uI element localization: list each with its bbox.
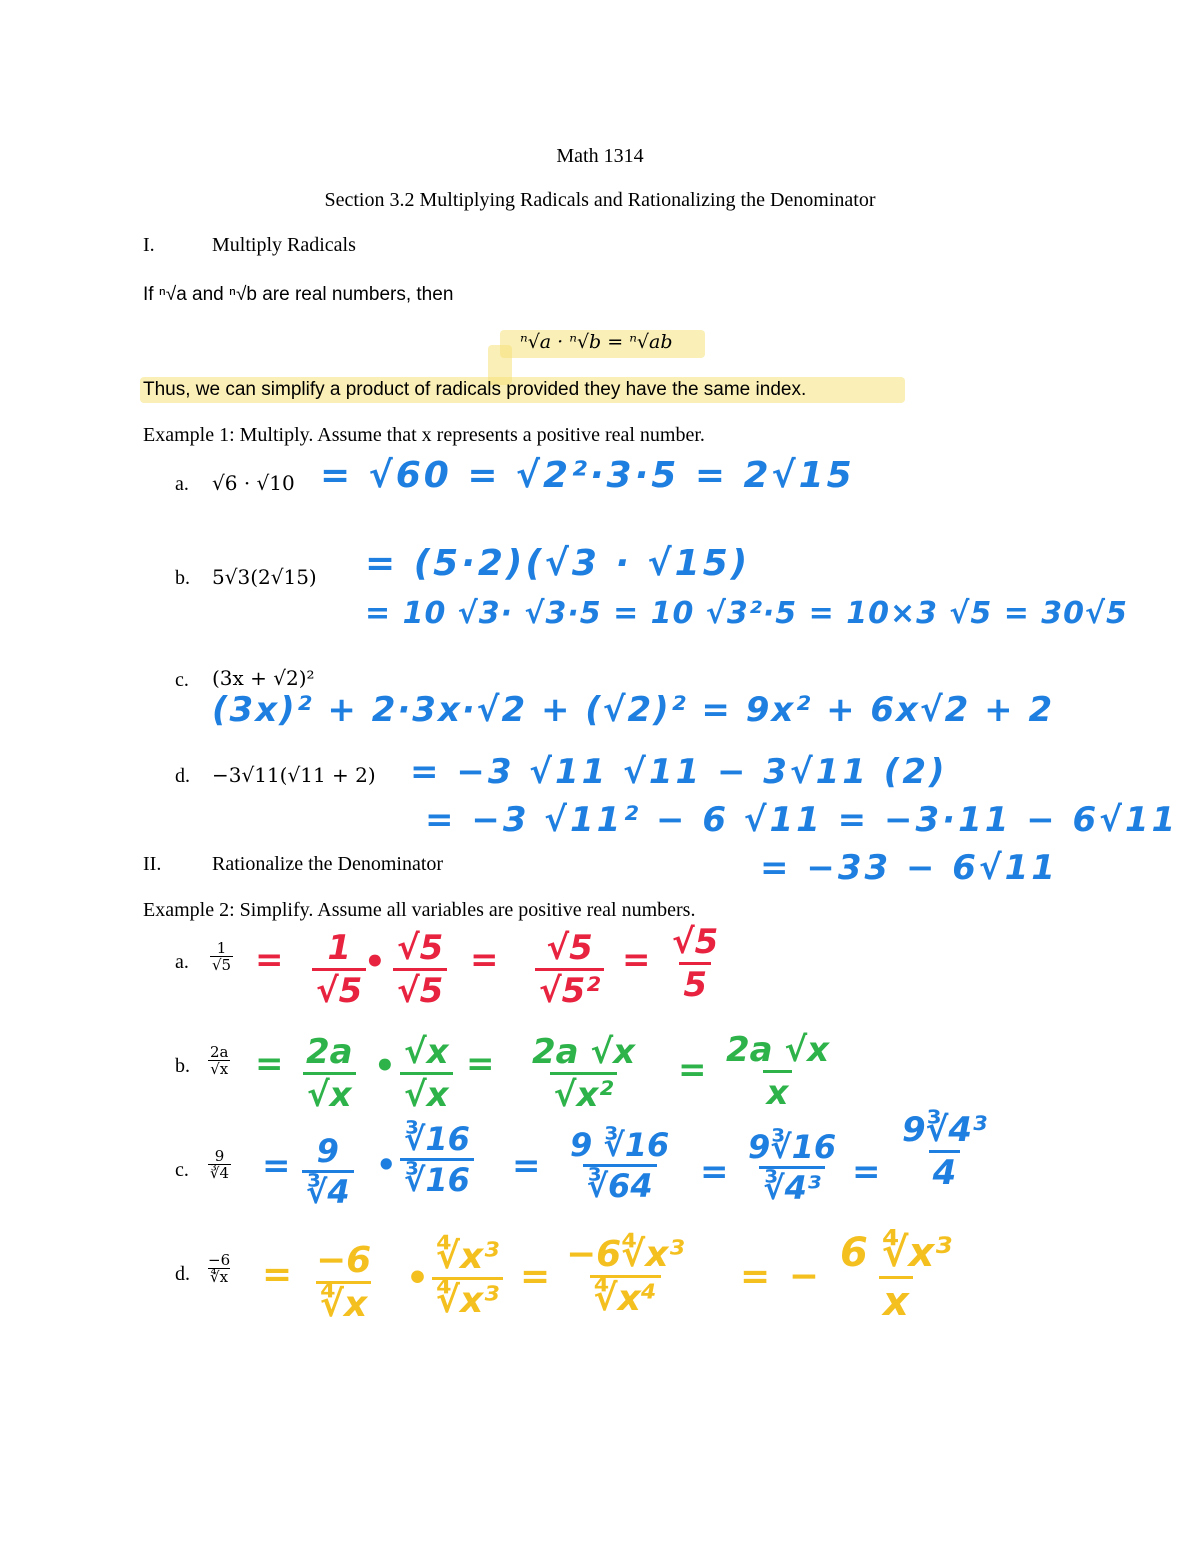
ex2-d-denominator: ∜x (210, 1268, 229, 1286)
denominator: √x (303, 1072, 356, 1115)
part2-numeral: II. (143, 853, 162, 875)
ex1-c-work: (3x)² + 2·3x·√2 + (√2)² = 9x² + 6x√2 + 2 (212, 690, 1055, 730)
ex2-d-label: d. (175, 1263, 190, 1285)
ex2-b-work-frac1 (302, 1032, 357, 1115)
denominator: √x² (550, 1072, 618, 1115)
ex1-c-label: c. (175, 669, 189, 691)
ex2-b-fraction (208, 1044, 231, 1077)
numerator: √5 (546, 928, 593, 968)
ex2-d-equals-2: = (520, 1256, 554, 1297)
ex1-c-expr: (3x + √2)² (212, 666, 315, 690)
ex2-a-denominator: √5 (212, 956, 232, 974)
ex2-b-work-frac3 (528, 1032, 639, 1115)
ex1-d-work-line2: = −3 √11² − 6 √11 = −3·11 − 6√11 (425, 800, 1179, 840)
ex2-d-numerator: −6 (208, 1251, 231, 1269)
denominator: √5 (393, 968, 447, 1011)
ex2-d-fraction (206, 1252, 232, 1285)
ex2-c-equals-1: = (262, 1146, 294, 1186)
denominator: √5² (535, 968, 604, 1011)
ex2-b-numerator: 2a (210, 1043, 229, 1061)
ex1-b-label: b. (175, 567, 190, 589)
ex2-c-work-frac3 (566, 1126, 673, 1205)
product-rule-formula: ⁿ√a · ⁿ√b = ⁿ√ab (520, 331, 673, 353)
ex2-c-fraction (208, 1148, 231, 1181)
denominator: √x (400, 1072, 453, 1115)
numerator: ∜x³ (436, 1236, 499, 1277)
denominator: 5 (679, 962, 711, 1005)
ex1-b-work-line1: = (5·2)(√3 · √15) (365, 543, 751, 584)
numerator: √5 (672, 922, 719, 962)
part1-heading: Multiply Radicals (212, 234, 356, 256)
section-title: Section 3.2 Multiplying Radicals and Rationalizing the Denominator (324, 189, 876, 211)
ex2-b-dot: • (374, 1046, 399, 1086)
ex2-b-denominator: √x (210, 1060, 229, 1078)
denominator: ∜x⁴ (590, 1275, 661, 1319)
ex2-b-work-frac4 (722, 1030, 833, 1113)
example2-title: Example 2: Simplify. Assume all variables are positive real numbers. (143, 899, 696, 921)
denominator: ∜x (316, 1281, 371, 1325)
denominator: ∛4 (302, 1170, 354, 1211)
ex1-b-expr: 5√3(2√15) (212, 565, 317, 589)
ex2-d-work-frac2 (432, 1236, 503, 1321)
denominator: ∛64 (583, 1164, 657, 1205)
ex2-a-work-frac3 (535, 928, 604, 1011)
example1-title: Example 1: Multiply. Assume that x represents a positive real number. (143, 424, 705, 446)
ex2-a-fraction (210, 940, 233, 973)
ex2-a-numerator: 1 (216, 939, 227, 957)
ex2-a-equals-1: = (255, 940, 287, 980)
numerator: √x (404, 1032, 449, 1072)
numerator: −6∜x³ (566, 1234, 685, 1275)
ex2-d-work-frac4 (836, 1230, 956, 1325)
ex2-d-equals-1: = (262, 1254, 296, 1295)
ex2-c-numerator: 9 (214, 1147, 225, 1165)
ex1-a-expr: √6 · √10 (212, 471, 295, 495)
thus-statement: Thus, we can simplify a product of radicals provided they have the same index. (143, 379, 807, 400)
denominator: x (763, 1070, 793, 1113)
course-title: Math 1314 (556, 145, 644, 167)
ex2-b-equals-3: = (678, 1050, 710, 1090)
numerator: 2a √x (532, 1032, 636, 1072)
ex2-a-work-frac1 (312, 928, 366, 1011)
numerator: 2a √x (726, 1030, 830, 1070)
ex2-a-dot: • (364, 942, 389, 982)
denominator: ∜x³ (432, 1277, 503, 1321)
ex2-c-dot: • (376, 1146, 400, 1184)
denominator: ∛4³ (759, 1166, 825, 1207)
ex2-c-work-frac2 (400, 1120, 474, 1199)
numerator: √5 (397, 928, 444, 968)
ex1-a-work: = √60 = √2²·3·5 = 2√15 (320, 455, 855, 496)
ex2-a-work-frac4 (668, 922, 722, 1005)
denominator: x (879, 1276, 913, 1325)
numerator: 1 (327, 928, 351, 968)
numerator: 6 ∜x³ (840, 1230, 952, 1276)
ex1-d-work-line1: = −3 √11 √11 − 3√11 (2) (410, 752, 948, 792)
ex2-b-equals-2: = (466, 1044, 498, 1084)
ex1-d-expr: −3√11(√11 + 2) (212, 763, 376, 787)
numerator: ∛16 (404, 1120, 470, 1158)
ex2-a-equals-2: = (470, 940, 502, 980)
denominator: 4 (929, 1150, 961, 1193)
denominator: √5 (312, 968, 366, 1011)
ex2-c-work-frac1 (302, 1132, 354, 1211)
ex1-b-work-line2: = 10 √3· √3·5 = 10 √3²·5 = 10×3 √5 = 30√5 (365, 596, 1128, 631)
ex2-c-equals-4: = (852, 1152, 884, 1192)
ex2-b-work-frac2 (400, 1032, 453, 1115)
numerator: 9 (316, 1132, 339, 1170)
ex2-a-equals-3: = (622, 940, 654, 980)
numerator: 9∛4³ (902, 1110, 987, 1150)
numerator: 2a (306, 1032, 353, 1072)
rule-intro: If ⁿ√a and ⁿ√b are real numbers, then (143, 284, 454, 305)
ex2-c-work-frac5 (898, 1110, 991, 1193)
ex2-d-dot: • (406, 1258, 433, 1299)
ex2-d-equals-minus: = − (740, 1256, 822, 1297)
ex2-c-equals-2: = (512, 1146, 544, 1186)
part1-numeral: I. (143, 234, 155, 256)
ex2-b-equals-1: = (255, 1044, 287, 1084)
ex2-c-denominator: ∛4 (210, 1164, 230, 1182)
ex2-a-work-frac2 (393, 928, 447, 1011)
ex2-c-work-frac4 (744, 1128, 840, 1207)
ex2-c-label: c. (175, 1159, 189, 1181)
ex1-d-work-line3: = −33 − 6√11 (760, 848, 1058, 888)
ex1-a-label: a. (175, 473, 189, 495)
part2-heading: Rationalize the Denominator (212, 853, 444, 875)
numerator: −6 (316, 1240, 372, 1281)
ex2-d-work-frac3 (562, 1234, 688, 1319)
ex2-a-label: a. (175, 951, 189, 973)
numerator: 9∛16 (748, 1128, 837, 1166)
ex2-b-label: b. (175, 1055, 190, 1077)
ex2-c-equals-3: = (700, 1152, 732, 1192)
ex1-d-label: d. (175, 765, 190, 787)
ex2-d-work-frac1 (312, 1240, 375, 1325)
numerator: 9 ∛16 (570, 1126, 670, 1164)
denominator: ∛16 (400, 1158, 474, 1199)
